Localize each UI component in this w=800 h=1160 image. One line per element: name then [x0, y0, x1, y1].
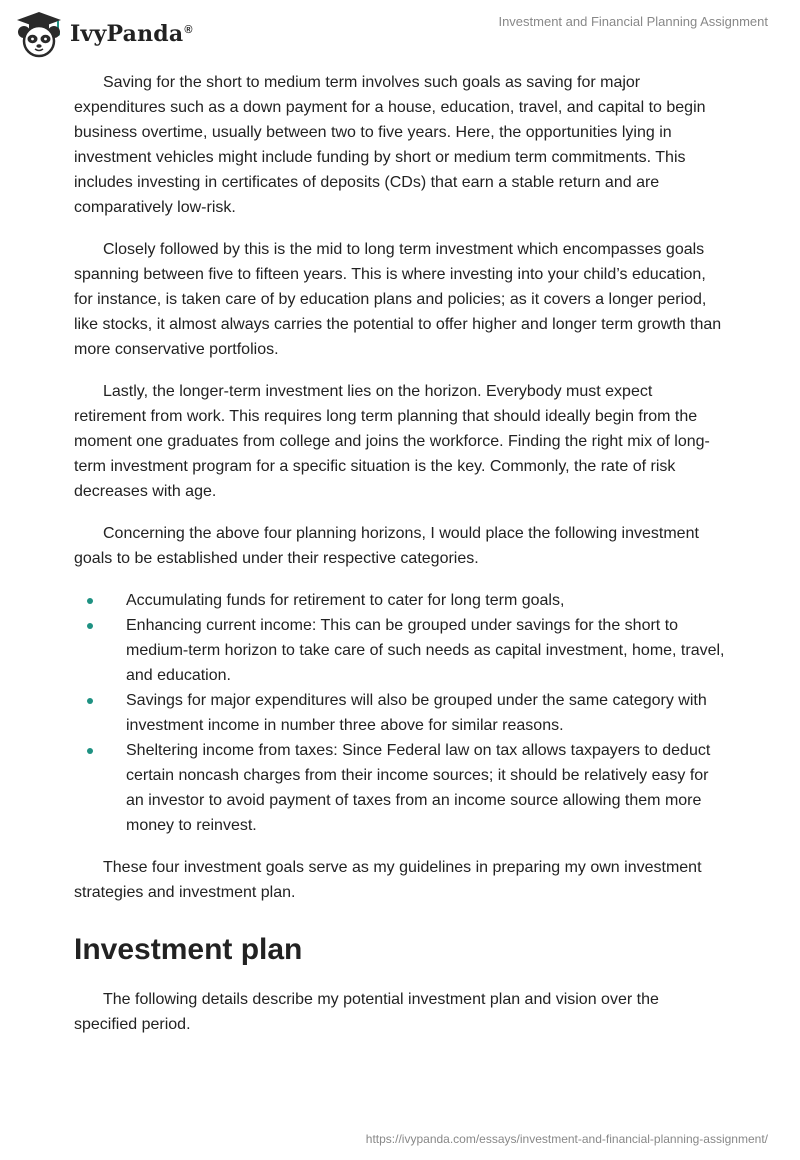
list-item [74, 738, 726, 838]
paragraph-long-term: Lastly, the longer-term investment lies on the horizon. Everybody must expect retirement from work. This requires long term planning that should ideally begin from the moment one graduates from college and joins the workforce. Finding the right mix of long-term investment program for a specific situation is the key. Commonly, the rate of risk decreases with age. [74, 383, 710, 500]
paragraph-investment-plan: The following details describe my potential investment plan and vision over the specified period. [74, 991, 659, 1033]
list-item-text: Accumulating funds for retirement to cater for long term goals, [126, 592, 565, 609]
section-heading-investment-plan: Investment plan [74, 933, 303, 966]
list-item-text: Savings for major expenditures will also be grouped under the same category with investment income in number three above for similar reasons. [126, 692, 707, 734]
list-item-text: Enhancing current income: This can be grouped under savings for the short to medium-term horizon to take care of such needs as capital investment, home, travel, and education. [126, 617, 725, 684]
document-title: Investment and Financial Planning Assignment [498, 14, 768, 29]
ivypanda-logo[interactable] [14, 9, 193, 59]
paragraph-mid-long-term: Closely followed by this is the mid to long term investment which encompasses goals spanning between five to fifteen years. This is where investing into your child’s education, for instance, is taken care of by education plans and policies; as it covers a longer period, like stocks, it almost always carries the potential to offer higher and longer term growth than more conservative portfolios. [74, 241, 722, 358]
paragraph-short-medium-term: Saving for the short to medium term involves such goals as saving for major expenditures such as a down payment for a house, education, travel, and capital to begin business overtime, usually between two to five years. Here, the opportunities lying in investment vehicles might include funding by short or medium term commitments. This includes investing in certificates of deposits (CDs) that earn a stable return and are comparatively low-risk. [74, 74, 706, 216]
bullet-dot-icon [87, 698, 93, 704]
source-url[interactable]: https://ivypanda.com/essays/investment-and-financial-planning-assignment/ [365, 1132, 768, 1146]
bullet-dot-icon [87, 748, 93, 754]
bullet-dot-icon [87, 623, 93, 629]
paragraph-guidelines: These four investment goals serve as my guidelines in preparing my own investment strategies and investment plan. [74, 859, 702, 901]
list-item [74, 588, 726, 613]
page-header [0, 0, 800, 60]
essay-content [74, 70, 726, 1054]
list-item [74, 688, 726, 738]
bullet-dot-icon [87, 598, 93, 604]
registered-mark: ® [184, 23, 193, 36]
investment-goals-list [74, 588, 726, 838]
list-item-text: Sheltering income from taxes: Since Federal law on tax allows taxpayers to deduct certain noncash charges from their income sources; it should be relatively easy for an investor to avoid payment of taxes from an income source allowing them more money to reinvest. [126, 742, 711, 834]
list-item [74, 613, 726, 688]
panda-graduate-icon [14, 9, 64, 59]
paragraph-planning-horizons: Concerning the above four planning horizons, I would place the following investment goals to be established under their respective categories. [74, 525, 699, 567]
brand-name: IvyPanda® [70, 21, 193, 47]
